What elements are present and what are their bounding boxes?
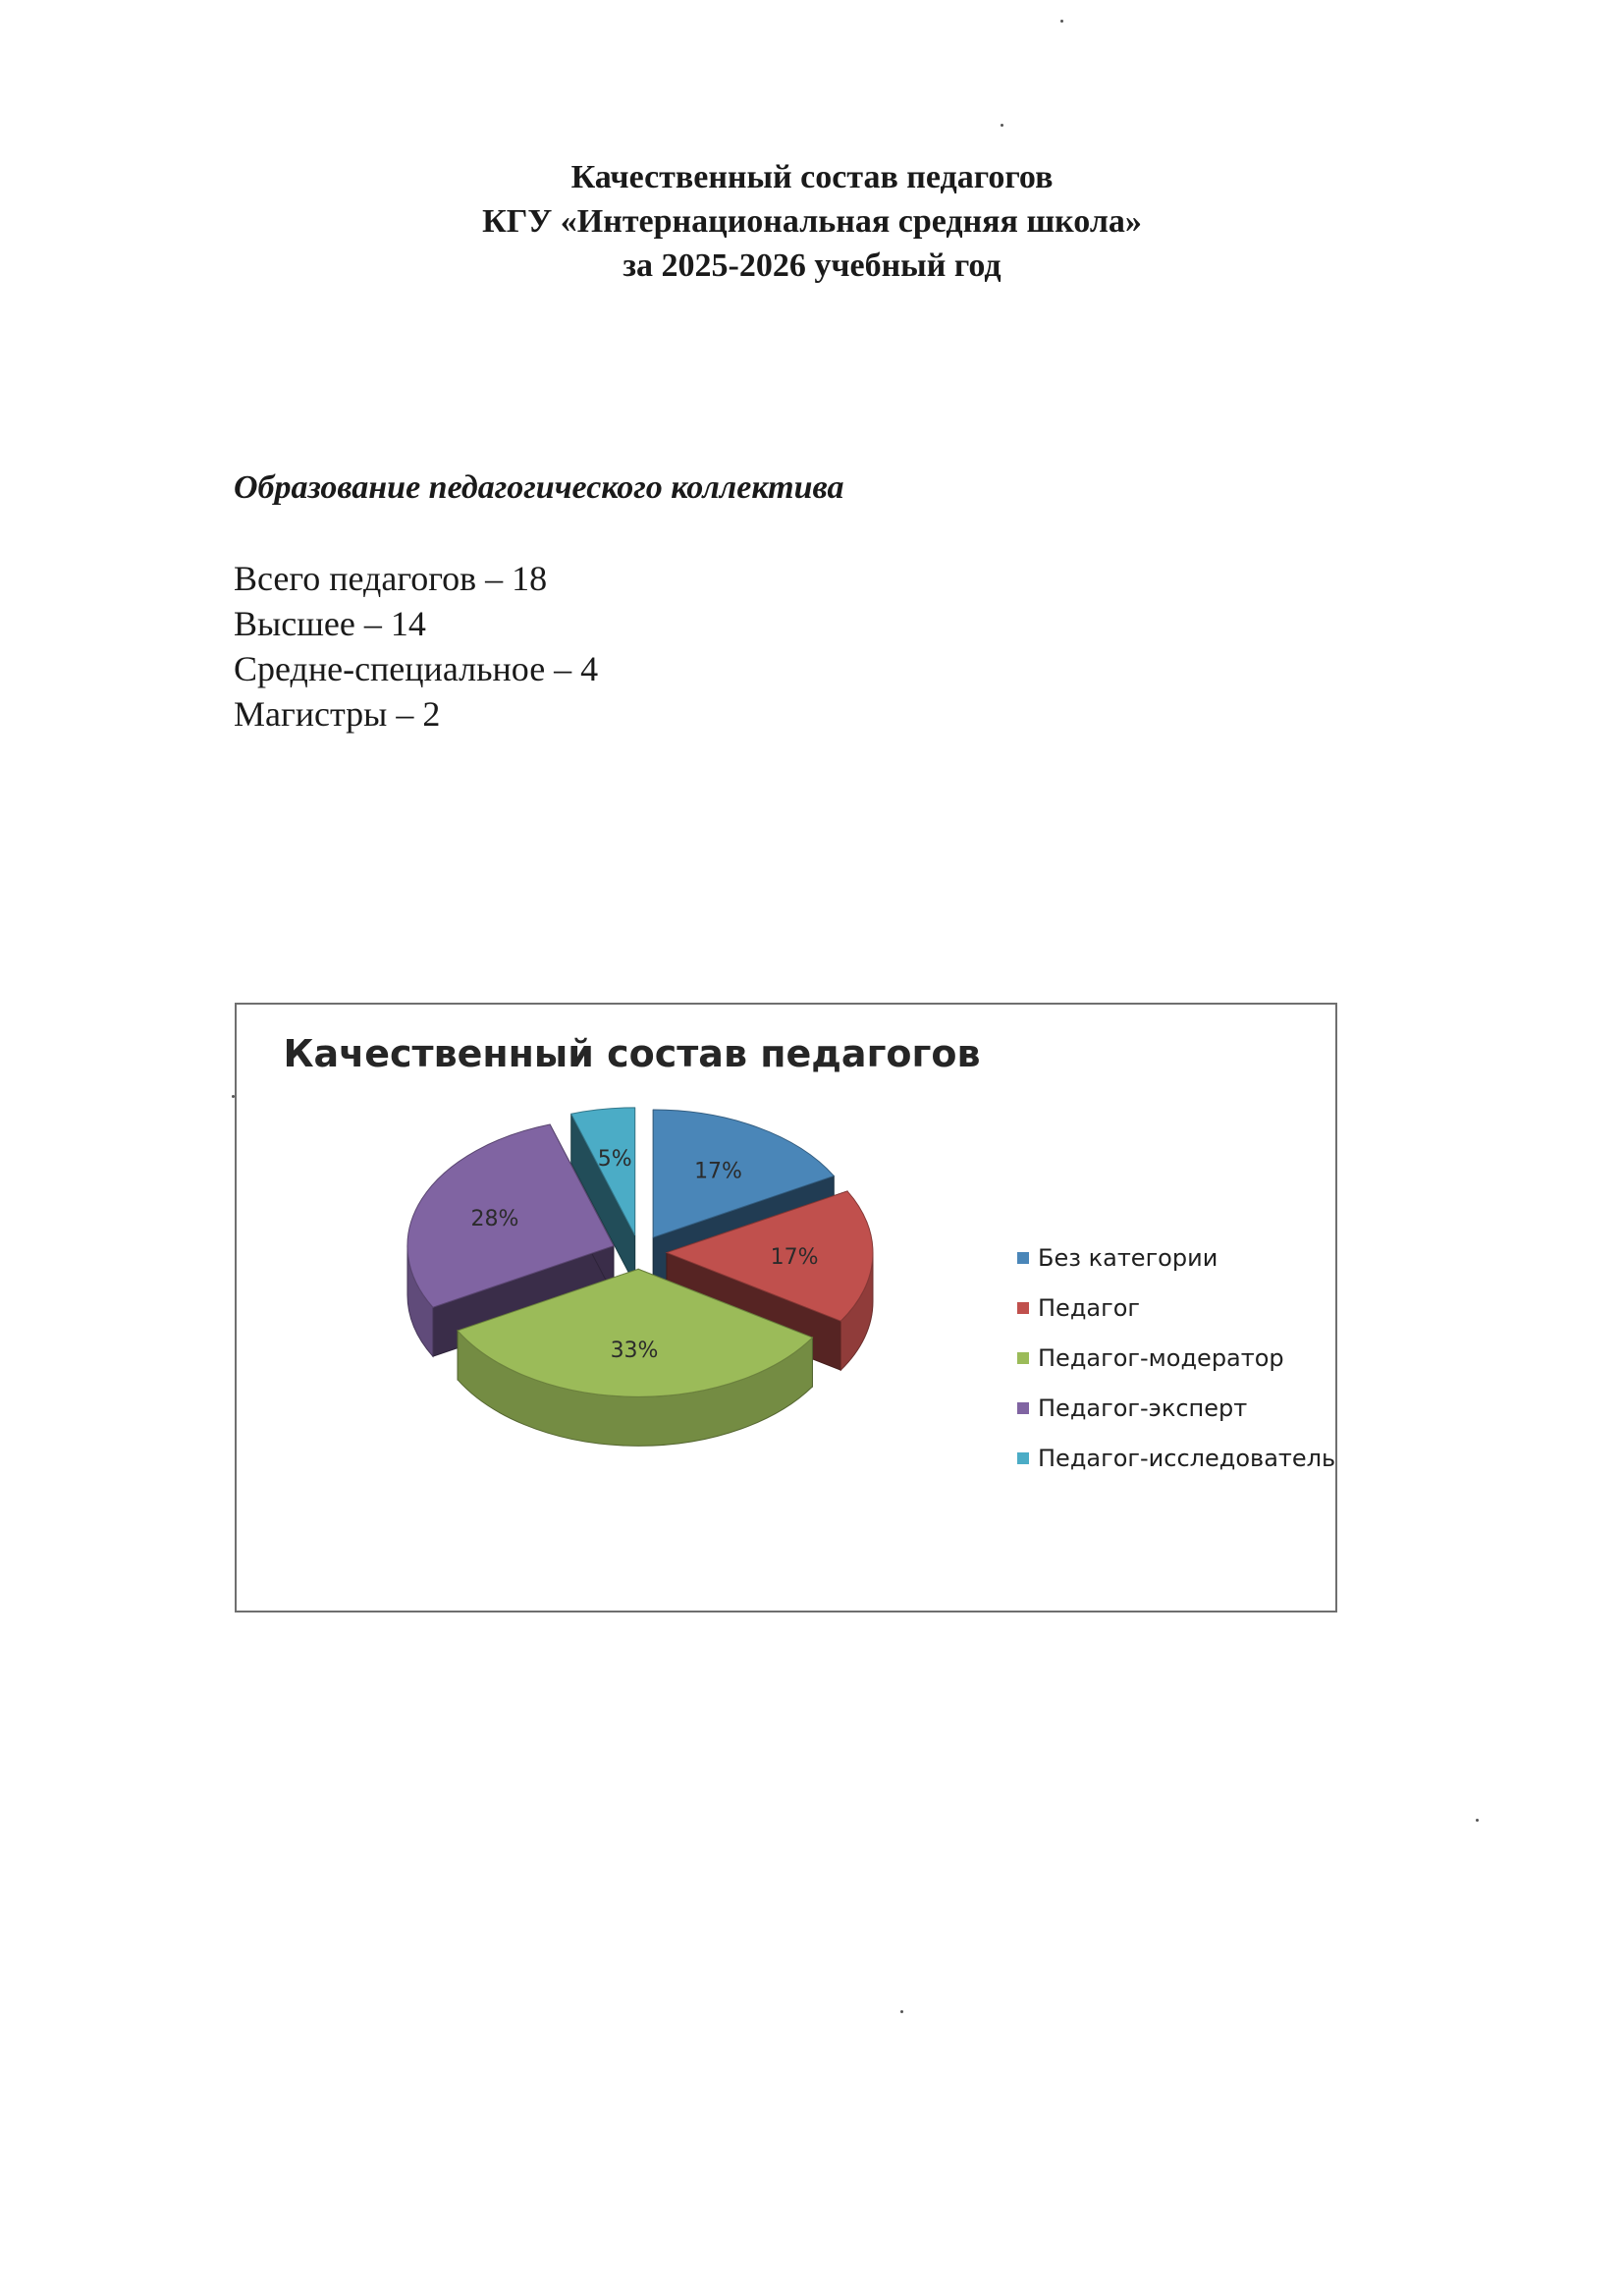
chart-frame bbox=[235, 1003, 1337, 1613]
legend-label: Педагог-исследователь bbox=[1038, 1444, 1336, 1472]
scan-speck bbox=[1060, 20, 1063, 23]
document-header bbox=[0, 155, 1624, 288]
stat-secondary-special: Средне-специальное – 4 bbox=[234, 649, 599, 688]
legend-item bbox=[1017, 1333, 1335, 1383]
stat-higher: Высшее – 14 bbox=[234, 604, 426, 643]
data-label-4: 5% bbox=[597, 1147, 632, 1173]
header-title: Качественный состав педагогов bbox=[570, 159, 1054, 195]
education-stats bbox=[234, 556, 598, 737]
data-label-1: 17% bbox=[770, 1245, 819, 1271]
legend-swatch bbox=[1017, 1252, 1029, 1264]
scan-speck bbox=[900, 2010, 903, 2013]
education-title: Образование педагогического коллектива bbox=[234, 469, 844, 506]
legend-swatch bbox=[1017, 1452, 1029, 1464]
data-label-2: 33% bbox=[610, 1338, 659, 1363]
legend-label: Педагог-эксперт bbox=[1038, 1394, 1248, 1422]
legend-item bbox=[1017, 1232, 1335, 1283]
legend-item bbox=[1017, 1383, 1335, 1433]
legend-item bbox=[1017, 1433, 1335, 1483]
chart-title: Качественный состав педагогов bbox=[283, 1032, 981, 1075]
scan-speck bbox=[1476, 1819, 1479, 1822]
legend-label: Педагог-модератор bbox=[1038, 1343, 1284, 1372]
stat-total: Всего педагогов – 18 bbox=[234, 559, 548, 598]
header-year: за 2025-2026 учебный год bbox=[623, 247, 1001, 284]
legend-swatch bbox=[1017, 1302, 1029, 1314]
legend-swatch bbox=[1017, 1352, 1029, 1364]
legend-label: Без категории bbox=[1038, 1243, 1218, 1272]
stat-masters: Магистры – 2 bbox=[234, 694, 441, 734]
legend-item bbox=[1017, 1283, 1335, 1333]
scan-speck bbox=[232, 1095, 235, 1098]
legend-swatch bbox=[1017, 1402, 1029, 1414]
data-label-0: 17% bbox=[694, 1159, 742, 1184]
header-school: КГУ «Интернациональная средняя школа» bbox=[482, 203, 1142, 240]
data-label-3: 28% bbox=[470, 1206, 519, 1231]
legend-label: Педагог bbox=[1038, 1293, 1141, 1322]
chart-legend bbox=[1017, 1232, 1335, 1483]
scan-speck bbox=[1001, 124, 1003, 127]
